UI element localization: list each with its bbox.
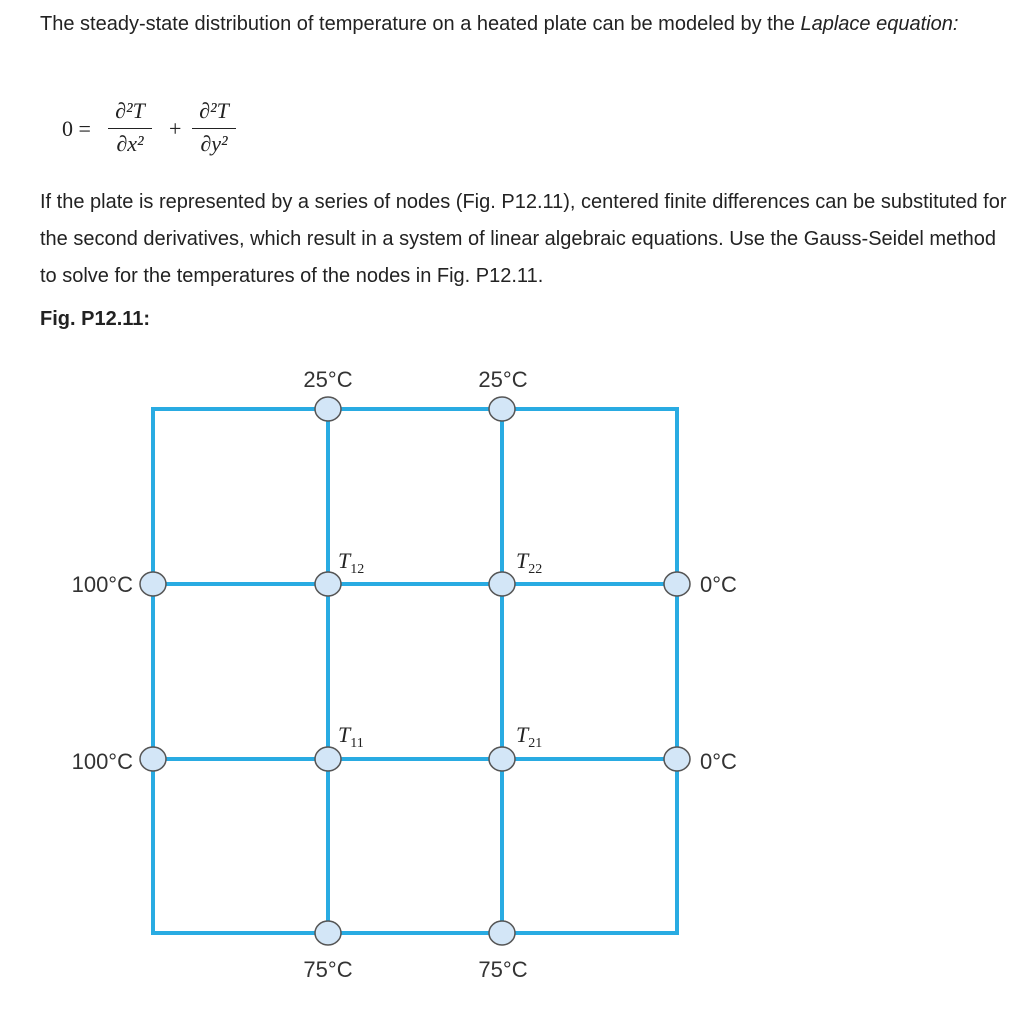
fraction-2-numerator: ∂²T <box>199 98 229 123</box>
interior-node-t21 <box>489 747 515 771</box>
boundary-labels <box>72 367 737 982</box>
label-left-lower: 100°C <box>71 749 133 774</box>
boundary-node-bottom-left <box>315 921 341 945</box>
boundary-node-top-right <box>489 397 515 421</box>
node-label-t11-main: T <box>338 722 351 747</box>
label-bottom-left: 75°C <box>303 957 353 982</box>
node-label-t22-sub: 22 <box>528 562 543 577</box>
boundary-node-left-upper <box>140 572 166 596</box>
node-label-t12-main: T <box>338 548 351 573</box>
fraction-1-numerator: ∂²T <box>115 98 145 123</box>
body-paragraph: If the plate is represented by a series of nodes (Fig. P12.11), centered finite differences can be substituted for the second derivatives, which result in a system of linear algebraic equations. Use the Gauss-Seidel method to solve for the temperatures of the nodes in Fig. P12.11. <box>40 191 1007 287</box>
label-bottom-right: 75°C <box>478 957 528 982</box>
boundary-node-top-left <box>315 397 341 421</box>
node-label-t22 <box>516 548 542 577</box>
equation-plus: + <box>169 116 182 141</box>
label-top-right: 25°C <box>478 367 528 392</box>
boundary-node-left-lower <box>140 747 166 771</box>
equation-lhs: 0 = <box>62 116 91 141</box>
nodes <box>140 397 690 945</box>
node-label-t11-sub: 11 <box>350 736 364 751</box>
fraction-2-denominator: ∂y² <box>200 131 228 156</box>
interior-node-t12 <box>315 572 341 596</box>
interior-node-t11 <box>315 747 341 771</box>
boundary-node-right-upper <box>664 572 690 596</box>
node-label-t12-sub: 12 <box>350 562 365 577</box>
label-top-left: 25°C <box>303 367 353 392</box>
label-left-upper: 100°C <box>71 572 133 597</box>
label-right-upper: 0°C <box>700 572 737 597</box>
fraction-1-denominator: ∂x² <box>116 131 144 156</box>
node-label-t22-main: T <box>516 548 529 573</box>
interior-node-t22 <box>489 572 515 596</box>
node-label-t11 <box>338 722 364 751</box>
intro-emphasis: Laplace equation: <box>800 13 959 35</box>
intro-text: The steady-state distribution of temperature on a heated plate can be modeled by the <box>40 13 801 35</box>
figure-caption: Fig. P12.11: <box>40 308 151 330</box>
node-label-t12 <box>338 548 364 577</box>
node-label-t21-sub: 21 <box>528 736 543 751</box>
boundary-node-bottom-right <box>489 921 515 945</box>
grid-lines <box>153 409 677 933</box>
boundary-node-right-lower <box>664 747 690 771</box>
node-label-t21-main: T <box>516 722 529 747</box>
plate-border <box>153 409 677 933</box>
node-label-t21 <box>516 722 542 751</box>
label-right-lower: 0°C <box>700 749 737 774</box>
